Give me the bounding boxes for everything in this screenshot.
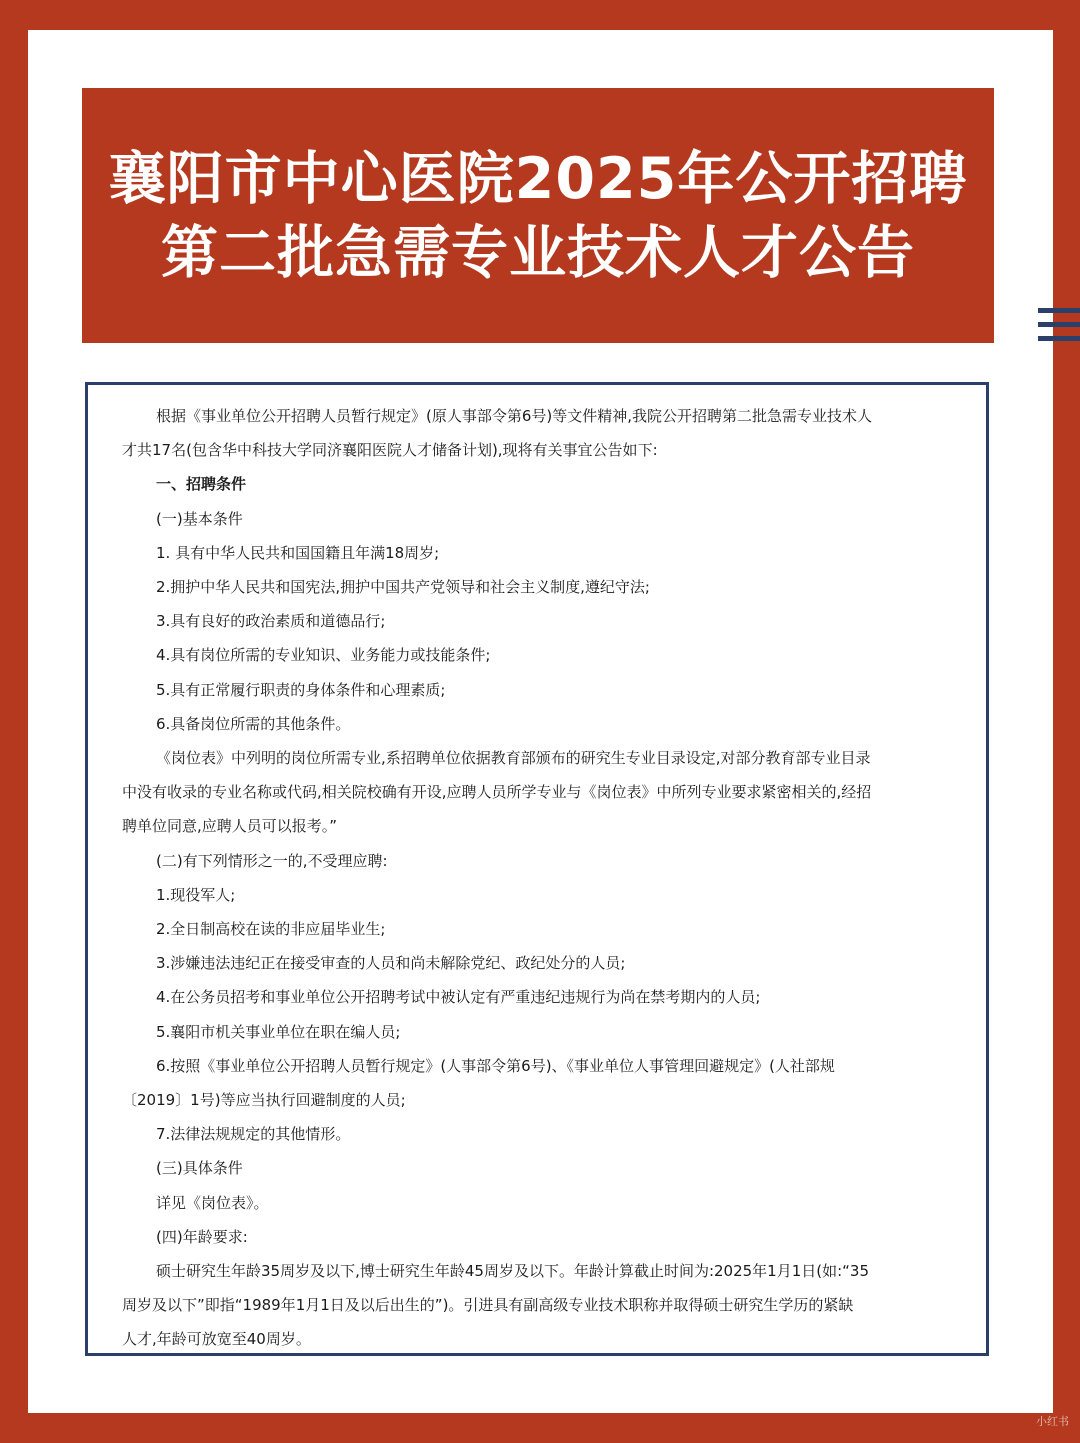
note-line: 中没有收录的专业名称或代码,相关院校确有开设,应聘人员所学专业与《岗位表》中所列专业要求紧密相关的,经招 [122, 783, 872, 802]
side-decoration-lines [1038, 308, 1080, 350]
list-item: 5.襄阳市机关事业单位在职在编人员; [156, 1022, 401, 1041]
list-item: 3.涉嫌违法违纪正在接受审查的人员和尚未解除党纪、政纪处分的人员; [156, 954, 626, 973]
side-line [1038, 336, 1080, 341]
title-line-1: 襄阳市中心医院2025年公开招聘 [108, 145, 968, 212]
list-item: 1.现役军人; [156, 885, 236, 904]
age-line: 硕士研究生年龄35周岁及以下,博士研究生年龄45周岁及以下。年龄计算截止时间为:2025年1月1日(如:“35 [156, 1262, 870, 1281]
list-item: 4.在公务员招考和事业单位公开招聘考试中被认定有严重违纪违规行为尚在禁考期内的人员; [156, 988, 761, 1007]
list-item: 1. 具有中华人民共和国国籍且年满18周岁; [156, 543, 440, 562]
watermark-logo: 小红书 [1036, 1415, 1069, 1428]
side-line [1038, 322, 1080, 327]
age-line: 周岁及以下”即指“1989年1月1日及以后出生的”)。引进具有副高级专业技术职称并取得硕士研究生学历的紧缺 [122, 1296, 854, 1315]
list-item: 2.拥护中华人民共和国宪法,拥护中国共产党领导和社会主义制度,遵纪守法; [156, 578, 650, 597]
document-body [85, 382, 989, 1356]
intro-line: 根据《事业单位公开招聘人员暂行规定》(原人事部令第6号)等文件精神,我院公开招聘第二批急需专业技术人 [156, 407, 873, 425]
title-line-2: 第二批急需专业技术人才公告 [161, 219, 915, 286]
note-line: 《岗位表》中列明的岗位所需专业,系招聘单位依据教育部颁布的研究生专业目录设定,对部分教育部专业目录 [156, 749, 871, 768]
list-item: 2.全日制高校在读的非应届毕业生; [156, 920, 386, 939]
subsection-heading: (一)基本条件 [156, 509, 243, 528]
list-item: 5.具有正常履行职责的身体条件和心理素质; [156, 680, 446, 699]
list-item: 详见《岗位表》。 [156, 1193, 269, 1212]
subsection-heading: (二)有下列情形之一的,不受理应聘: [156, 851, 388, 870]
note-line: 聘单位同意,应聘人员可以报考。” [122, 817, 338, 836]
intro-line: 才共17名(包含华中科技大学同济襄阳医院人才储备计划),现将有关事宜公告如下: [122, 441, 658, 460]
list-item: 7.法律法规规定的其他情形。 [156, 1125, 351, 1144]
list-item-continuation: 〔2019〕1号)等应当执行回避制度的人员; [122, 1091, 406, 1110]
title-banner [82, 88, 994, 343]
list-item: 6.按照《事业单位公开招聘人员暂行规定》(人事部令第6号)、《事业单位人事管理回避规定》(人社部规 [156, 1056, 835, 1075]
subsection-heading: (四)年龄要求: [156, 1227, 248, 1246]
side-line [1038, 308, 1080, 313]
list-item: 6.具备岗位所需的其他条件。 [156, 714, 351, 733]
section-heading: 一、招聘条件 [156, 475, 247, 494]
list-item: 3.具有良好的政治素质和道德品行; [156, 612, 386, 631]
age-line: 人才,年龄可放宽至40周岁。 [122, 1330, 311, 1349]
subsection-heading: (三)具体条件 [156, 1159, 243, 1178]
list-item: 4.具有岗位所需的专业知识、业务能力或技能条件; [156, 646, 491, 665]
